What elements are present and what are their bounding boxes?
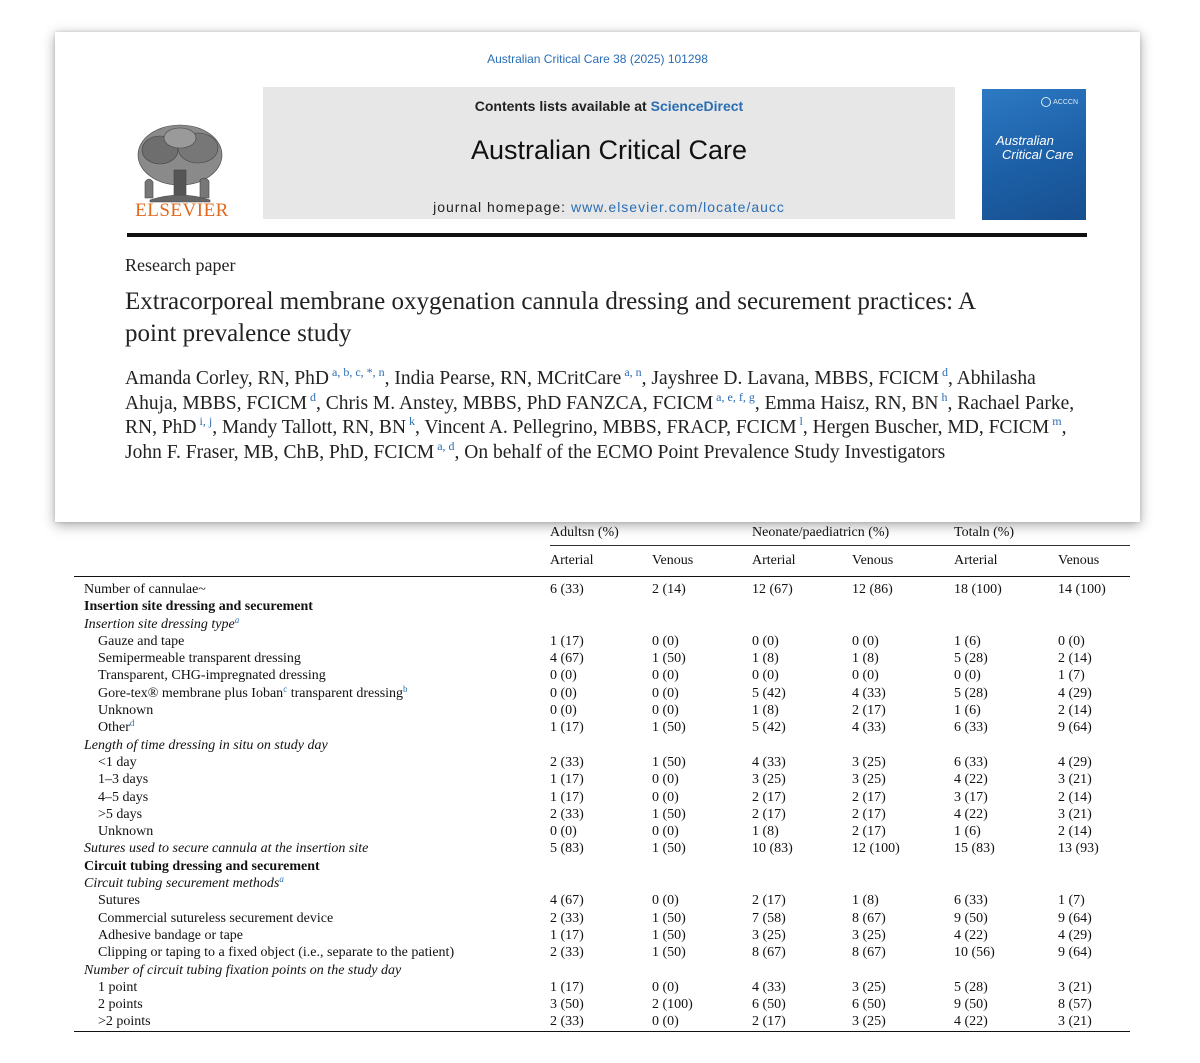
cover-org-label: ACCCN bbox=[1041, 97, 1078, 107]
value-cell: 1 (7) bbox=[1058, 668, 1085, 684]
table-row bbox=[74, 685, 1130, 702]
journal-title: Australian Critical Care bbox=[470, 135, 748, 165]
value-cell: 1 (50) bbox=[652, 841, 686, 857]
value-cell bbox=[652, 737, 752, 754]
value-cell: 1 (8) bbox=[752, 824, 779, 840]
table-row bbox=[74, 806, 1130, 823]
value-cell: 4 (22) bbox=[954, 927, 988, 943]
subheader-cell: Arterial bbox=[752, 546, 852, 577]
value-cell: 0 (0) bbox=[550, 668, 577, 684]
value-cell: 2 (33) bbox=[550, 910, 584, 926]
row-label: Number of circuit tubing fixation points on the study day bbox=[84, 962, 402, 978]
value-cell: 0 (0) bbox=[550, 703, 577, 719]
value-cell bbox=[550, 737, 652, 754]
value-cell: 2 (17) bbox=[852, 789, 886, 805]
author-name: , On behalf of the ECMO Point Prevalence Study Investigators bbox=[454, 441, 946, 463]
value-cell: 1 (17) bbox=[550, 633, 584, 649]
table-row bbox=[74, 633, 1130, 650]
value-cell bbox=[652, 962, 752, 979]
value-cell bbox=[1058, 737, 1130, 754]
value-cell: 1 (50) bbox=[652, 945, 686, 961]
subheader-cell: Venous bbox=[852, 546, 954, 577]
group-header-total: Totaln (%) bbox=[954, 521, 1130, 546]
value-cell bbox=[550, 858, 652, 875]
affiliation-link[interactable]: a, n bbox=[621, 365, 642, 379]
table-row bbox=[74, 910, 1130, 927]
table-row bbox=[74, 840, 1130, 857]
table-row bbox=[74, 996, 1130, 1013]
value-cell: 15 (83) bbox=[954, 841, 995, 857]
value-cell: 3 (25) bbox=[852, 979, 886, 995]
table-row bbox=[74, 1013, 1130, 1031]
value-cell: 1 (50) bbox=[652, 927, 686, 943]
subheader-cell: Arterial bbox=[550, 546, 652, 577]
row-label: Number of cannulae~ bbox=[84, 582, 206, 597]
value-cell bbox=[652, 616, 752, 633]
value-cell bbox=[550, 598, 652, 615]
value-cell: 5 (42) bbox=[752, 685, 786, 701]
value-cell: 0 (0) bbox=[550, 685, 577, 701]
value-cell: 3 (17) bbox=[954, 789, 988, 805]
row-label: Insertion site dressing and securement bbox=[84, 599, 313, 615]
value-cell: 4 (33) bbox=[852, 720, 886, 736]
value-cell bbox=[652, 598, 752, 615]
author-name: , Rachael Parke, RN, PhD bbox=[125, 392, 1075, 438]
table-row bbox=[74, 650, 1130, 667]
value-cell: 2 (17) bbox=[852, 806, 886, 822]
row-label: Other$^d$ bbox=[98, 718, 135, 736]
value-cell bbox=[852, 858, 954, 875]
contents-prefix: Contents lists available at bbox=[474, 98, 647, 114]
author-name: , India Pearse, RN, MCritCare bbox=[384, 368, 622, 389]
value-cell bbox=[752, 737, 852, 754]
row-label: Length of time dressing in situ on study day bbox=[84, 737, 328, 753]
table-row bbox=[74, 754, 1130, 771]
value-cell: 4 (22) bbox=[954, 1013, 1058, 1031]
value-cell: 6 (50) bbox=[852, 997, 886, 1013]
value-cell: 9 (50) bbox=[954, 997, 988, 1013]
journal-citation-link[interactable]: Australian Critical Care 38 (2025) 101298 bbox=[487, 52, 708, 66]
value-cell: 0 (0) bbox=[550, 824, 577, 840]
value-cell: 13 (93) bbox=[1058, 841, 1099, 857]
contents-line bbox=[263, 98, 955, 114]
table-row bbox=[74, 944, 1130, 961]
value-cell: 1 (6) bbox=[954, 633, 981, 649]
value-cell: 3 (21) bbox=[1058, 979, 1092, 995]
value-cell: 9 (64) bbox=[1058, 945, 1092, 961]
value-cell bbox=[652, 858, 752, 875]
value-cell: 1 (17) bbox=[550, 789, 584, 805]
article-header-card bbox=[55, 32, 1140, 522]
table-row bbox=[74, 719, 1130, 736]
value-cell: 2 (14) bbox=[1058, 789, 1092, 805]
value-cell bbox=[752, 875, 852, 892]
value-cell: 6 (50) bbox=[752, 997, 786, 1013]
value-cell: 18 (100) bbox=[954, 582, 1002, 597]
value-cell: 4 (29) bbox=[1058, 685, 1092, 701]
value-cell bbox=[852, 737, 954, 754]
value-cell: 8 (57) bbox=[1058, 997, 1092, 1013]
row-label: Circuit tubing securement methods$^a$ bbox=[84, 874, 284, 892]
value-cell: 2 (17) bbox=[752, 893, 786, 909]
author-name: , Chris M. Anstey, MBBS, PhD FANZCA, FCICM bbox=[316, 392, 714, 414]
value-cell: 0 (0) bbox=[1058, 633, 1085, 649]
footnote-link[interactable]: b bbox=[403, 683, 408, 694]
value-cell: 3 (50) bbox=[550, 997, 584, 1013]
row-label: Circuit tubing dressing and securement bbox=[84, 858, 320, 874]
homepage-line bbox=[263, 199, 955, 215]
author-name: , Abhilasha Ahuja, MBBS, FCICM bbox=[125, 368, 1036, 414]
author-list bbox=[125, 367, 1085, 465]
value-cell: 0 (0) bbox=[652, 893, 679, 909]
value-cell: 8 (67) bbox=[852, 945, 886, 961]
results-table bbox=[74, 521, 1130, 1032]
value-cell: 0 (0) bbox=[652, 824, 679, 840]
value-cell: 1 (8) bbox=[852, 651, 879, 667]
table-row bbox=[74, 577, 1130, 599]
value-cell: 2 (14) bbox=[652, 582, 686, 597]
subheader-cell: Venous bbox=[652, 546, 752, 577]
value-cell: 3 (25) bbox=[852, 927, 886, 943]
value-cell: 0 (0) bbox=[852, 633, 879, 649]
value-cell bbox=[752, 616, 852, 633]
value-cell: 1 (8) bbox=[852, 893, 879, 909]
value-cell: 2 (100) bbox=[652, 997, 693, 1013]
footnote-link[interactable]: a bbox=[234, 614, 240, 625]
value-cell: 2 (33) bbox=[550, 806, 584, 822]
value-cell: 1 (8) bbox=[752, 651, 779, 667]
value-cell bbox=[1058, 875, 1130, 892]
value-cell: 12 (100) bbox=[852, 841, 900, 857]
affiliation-link[interactable]: h bbox=[938, 389, 948, 404]
value-cell: 1 (50) bbox=[652, 720, 686, 736]
value-cell: 0 (0) bbox=[652, 703, 679, 719]
author-name: , Jayshree D. Lavana, MBBS, FCICM bbox=[641, 368, 940, 389]
footnote-link[interactable]: a bbox=[279, 874, 284, 885]
value-cell: 4 (22) bbox=[954, 806, 988, 822]
value-cell: 1 (50) bbox=[652, 651, 686, 667]
table-row bbox=[74, 979, 1130, 996]
value-cell bbox=[752, 858, 852, 875]
table-subheader bbox=[74, 546, 1130, 577]
row-label: 4–5 days bbox=[98, 789, 149, 805]
value-cell: 12 (67) bbox=[752, 582, 793, 597]
value-cell: 9 (64) bbox=[1058, 910, 1092, 926]
value-cell bbox=[852, 616, 954, 633]
affiliation-link[interactable]: a, d bbox=[434, 438, 455, 453]
table-row bbox=[74, 598, 1130, 615]
value-cell bbox=[954, 616, 1058, 633]
value-cell: 1 (17) bbox=[550, 772, 584, 788]
value-cell: 2 (14) bbox=[1058, 824, 1092, 840]
value-cell: 10 (56) bbox=[954, 945, 995, 961]
table-row bbox=[74, 858, 1130, 875]
value-cell: 1 (6) bbox=[954, 703, 981, 719]
journal-cover-image[interactable] bbox=[982, 89, 1086, 220]
row-label: Commercial sutureless securement device bbox=[98, 910, 334, 926]
value-cell bbox=[1058, 858, 1130, 875]
value-cell: 2 (17) bbox=[752, 789, 786, 805]
affiliation-link[interactable]: d bbox=[939, 365, 949, 379]
value-cell: 2 (17) bbox=[852, 703, 886, 719]
publisher-name: ELSEVIER bbox=[135, 200, 229, 221]
value-cell: 0 (0) bbox=[954, 668, 981, 684]
header-divider bbox=[127, 233, 1087, 237]
value-cell: 4 (29) bbox=[1058, 754, 1092, 770]
value-cell: 9 (50) bbox=[954, 910, 988, 926]
value-cell bbox=[954, 875, 1058, 892]
table-row bbox=[74, 789, 1130, 806]
author-name: Amanda Corley, RN, PhD bbox=[125, 368, 330, 389]
value-cell: 3 (21) bbox=[1058, 806, 1092, 822]
affiliation-link[interactable]: l bbox=[796, 414, 803, 428]
row-label: Unknown bbox=[98, 703, 154, 719]
value-cell: 0 (0) bbox=[852, 668, 879, 684]
value-cell: 0 (0) bbox=[652, 1013, 752, 1031]
table-row bbox=[74, 875, 1130, 892]
row-label: Semipermeable transparent dressing bbox=[98, 651, 301, 667]
table-row bbox=[74, 616, 1130, 633]
acccn-badge-icon bbox=[1041, 97, 1051, 107]
value-cell: 3 (25) bbox=[852, 1013, 954, 1031]
sciencedirect-link[interactable]: ScienceDirect bbox=[650, 98, 744, 114]
value-cell: 5 (83) bbox=[550, 841, 584, 857]
footnote-link[interactable]: c bbox=[283, 683, 288, 694]
value-cell bbox=[954, 598, 1058, 615]
value-cell bbox=[1058, 962, 1130, 979]
row-label: 1–3 days bbox=[98, 772, 149, 788]
author-name: , Hergen Buscher, MD, FCICM bbox=[802, 417, 1050, 438]
value-cell bbox=[1058, 616, 1130, 633]
affiliation-link[interactable]: d bbox=[307, 389, 317, 404]
value-cell: 4 (33) bbox=[752, 754, 786, 770]
value-cell: 2 (17) bbox=[852, 824, 886, 840]
table-row bbox=[74, 771, 1130, 788]
group-header-neonate-paediatric: Neonate/paediatricn (%) bbox=[752, 521, 954, 546]
row-label: Gauze and tape bbox=[98, 633, 185, 649]
value-cell bbox=[852, 962, 954, 979]
homepage-url-link[interactable]: www.elsevier.com/locate/aucc bbox=[570, 199, 785, 215]
cover-title: Australian Critical Care bbox=[996, 133, 1074, 162]
value-cell bbox=[852, 598, 954, 615]
value-cell bbox=[550, 616, 652, 633]
value-cell: 2 (14) bbox=[1058, 703, 1092, 719]
value-cell bbox=[550, 875, 652, 892]
table-row bbox=[74, 892, 1130, 909]
affiliation-link[interactable]: a, e, f, g bbox=[713, 389, 755, 404]
author-name: , Mandy Tallott, RN, BN bbox=[212, 417, 407, 438]
row-label: 1 point bbox=[98, 979, 138, 995]
value-cell: 0 (0) bbox=[652, 772, 679, 788]
value-cell: 1 (50) bbox=[652, 754, 686, 770]
value-cell: 0 (0) bbox=[652, 685, 679, 701]
value-cell: 3 (25) bbox=[752, 772, 786, 788]
subheader-cell: Venous bbox=[1058, 546, 1130, 577]
value-cell: 2 (17) bbox=[752, 1013, 852, 1031]
row-label: <1 day bbox=[98, 754, 137, 770]
value-cell: 0 (0) bbox=[752, 633, 779, 649]
value-cell: 4 (33) bbox=[752, 979, 786, 995]
value-cell bbox=[954, 962, 1058, 979]
table-row bbox=[74, 667, 1130, 684]
value-cell: 1 (17) bbox=[550, 720, 584, 736]
article-title: Extracorporeal membrane oxygenation cannula dressing and securement practices: A point prevalence study bbox=[125, 288, 975, 347]
row-label: Transparent, CHG-impregnated dressing bbox=[98, 668, 326, 684]
row-label: Insertion site dressing type$^a$ bbox=[84, 614, 240, 632]
value-cell: 5 (42) bbox=[752, 720, 786, 736]
table-group-header bbox=[74, 521, 1130, 546]
article-type: Research paper bbox=[125, 255, 236, 275]
value-cell: 6 (33) bbox=[954, 754, 988, 770]
value-cell: 4 (22) bbox=[954, 772, 988, 788]
value-cell: 1 (17) bbox=[550, 927, 584, 943]
row-label: >5 days bbox=[98, 806, 143, 822]
row-label: 2 points bbox=[98, 997, 143, 1013]
value-cell bbox=[752, 962, 852, 979]
table-row bbox=[74, 823, 1130, 840]
value-cell: 8 (67) bbox=[852, 910, 886, 926]
value-cell: 2 (33) bbox=[550, 945, 584, 961]
value-cell: 1 (50) bbox=[652, 910, 686, 926]
table-row bbox=[74, 927, 1130, 944]
affiliation-link[interactable]: k bbox=[406, 414, 416, 428]
value-cell: 9 (64) bbox=[1058, 720, 1092, 736]
value-cell bbox=[954, 737, 1058, 754]
subheader-cell: Arterial bbox=[954, 546, 1058, 577]
group-header-adults: Adultsn (%) bbox=[550, 521, 752, 546]
value-cell: 6 (33) bbox=[954, 720, 988, 736]
author-name: , Emma Haisz, RN, BN bbox=[754, 392, 939, 414]
value-cell: 6 (33) bbox=[954, 893, 988, 909]
author-name: , Vincent A. Pellegrino, MBBS, FRACP, FCICM bbox=[415, 417, 797, 438]
value-cell bbox=[954, 858, 1058, 875]
value-cell: 8 (67) bbox=[752, 945, 786, 961]
row-label: Gore-tex® membrane plus Ioban$^c$ transparent dressing$^b$ bbox=[98, 683, 408, 701]
value-cell: 1 (17) bbox=[550, 979, 584, 995]
value-cell: 2 (17) bbox=[752, 806, 786, 822]
affiliation-link[interactable]: i, j bbox=[196, 414, 213, 428]
value-cell bbox=[550, 962, 652, 979]
value-cell bbox=[1058, 598, 1130, 615]
table-row bbox=[74, 737, 1130, 754]
value-cell: 0 (0) bbox=[752, 668, 779, 684]
value-cell: 0 (0) bbox=[652, 633, 679, 649]
affiliation-link[interactable]: m bbox=[1049, 414, 1062, 428]
value-cell: 1 (50) bbox=[652, 806, 686, 822]
table-row bbox=[74, 702, 1130, 719]
value-cell: 0 (0) bbox=[652, 668, 679, 684]
value-cell: 5 (28) bbox=[954, 651, 988, 667]
homepage-prefix: journal homepage: bbox=[433, 199, 567, 215]
value-cell: 5 (28) bbox=[954, 685, 988, 701]
value-cell: 14 (100) bbox=[1058, 582, 1106, 597]
value-cell: 0 (0) bbox=[652, 789, 679, 805]
value-cell: 3 (25) bbox=[852, 772, 886, 788]
value-cell: 2 (14) bbox=[1058, 651, 1092, 667]
value-cell: 4 (29) bbox=[1058, 927, 1092, 943]
table-row bbox=[74, 962, 1130, 979]
table-body bbox=[74, 577, 1130, 1032]
value-cell: 10 (83) bbox=[752, 841, 793, 857]
value-cell: 1 (8) bbox=[752, 703, 779, 719]
value-cell: 1 (6) bbox=[954, 824, 981, 840]
value-cell: 4 (67) bbox=[550, 651, 584, 667]
row-label: >2 points bbox=[74, 1013, 550, 1031]
value-cell bbox=[752, 598, 852, 615]
author-name: , John F. Fraser, MB, ChB, PhD, FCICM bbox=[125, 417, 1067, 463]
value-cell bbox=[852, 875, 954, 892]
value-cell: 1 (7) bbox=[1058, 893, 1085, 909]
value-cell: 0 (0) bbox=[652, 979, 679, 995]
journal-banner bbox=[263, 87, 955, 219]
row-label: Unknown bbox=[98, 824, 154, 840]
footnote-link[interactable]: d bbox=[129, 718, 135, 729]
row-label: Sutures bbox=[98, 893, 140, 909]
value-cell: 7 (58) bbox=[752, 910, 786, 926]
value-cell: 2 (33) bbox=[550, 754, 584, 770]
value-cell: 4 (33) bbox=[852, 685, 886, 701]
value-cell: 5 (28) bbox=[954, 979, 988, 995]
value-cell: 6 (33) bbox=[550, 582, 584, 597]
value-cell: 2 (33) bbox=[550, 1013, 652, 1031]
value-cell: 3 (21) bbox=[1058, 772, 1092, 788]
value-cell: 3 (21) bbox=[1058, 1013, 1130, 1031]
row-label: Sutures used to secure cannula at the insertion site bbox=[84, 841, 369, 857]
row-label: Clipping or taping to a fixed object (i.e., separate to the patient) bbox=[98, 945, 455, 961]
value-cell: 3 (25) bbox=[752, 927, 786, 943]
value-cell: 3 (25) bbox=[852, 754, 886, 770]
affiliation-link[interactable]: a, b, c, *, n bbox=[329, 365, 385, 379]
value-cell: 4 (67) bbox=[550, 893, 584, 909]
value-cell bbox=[652, 875, 752, 892]
value-cell: 12 (86) bbox=[852, 582, 893, 597]
row-label: Adhesive bandage or tape bbox=[98, 927, 243, 943]
